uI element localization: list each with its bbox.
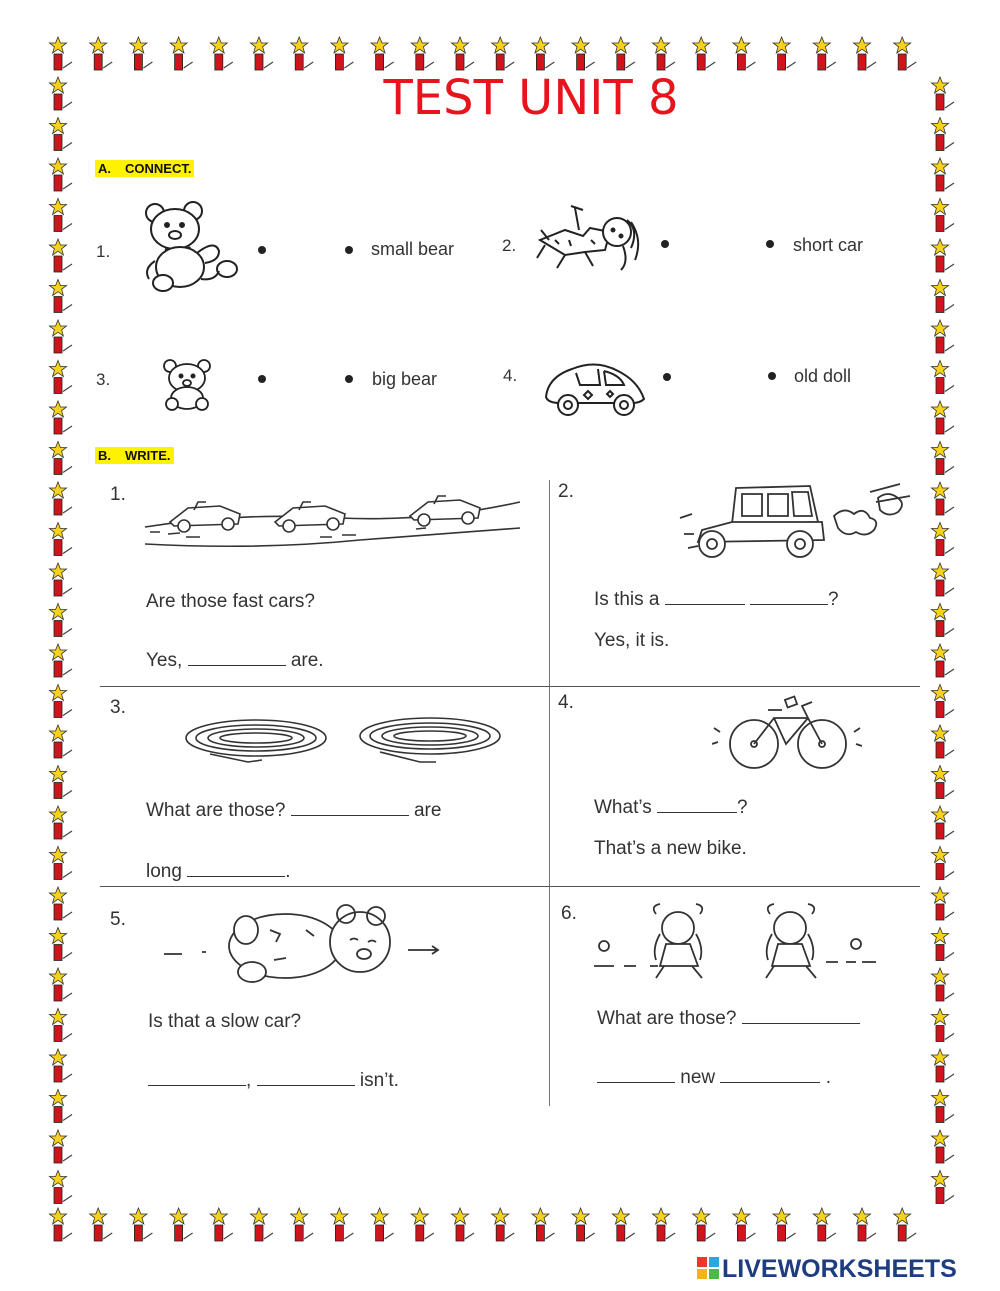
firecracker-icon bbox=[932, 239, 955, 272]
firecracker-icon bbox=[50, 158, 73, 191]
firecracker-icon bbox=[854, 37, 877, 70]
write-number-6: 6. bbox=[561, 903, 577, 924]
firecracker-icon bbox=[932, 158, 955, 191]
blank-4a[interactable] bbox=[657, 798, 737, 813]
firecracker-icon bbox=[733, 37, 756, 70]
firecracker-icon bbox=[572, 1208, 595, 1241]
firecracker-icon bbox=[50, 1090, 73, 1123]
firecracker-icon bbox=[251, 1208, 274, 1241]
firecracker-icon bbox=[932, 887, 955, 920]
firecracker-icon bbox=[932, 482, 955, 515]
blank-6c[interactable] bbox=[720, 1068, 820, 1083]
firecracker-icon bbox=[130, 37, 153, 70]
connect-dot-left-1[interactable] bbox=[258, 246, 266, 254]
firecracker-icon bbox=[50, 685, 73, 718]
firecracker-icon bbox=[932, 320, 955, 353]
bicycle-picture bbox=[712, 692, 862, 774]
firecracker-icon bbox=[50, 1208, 73, 1241]
connect-word-2: short car bbox=[793, 235, 864, 255]
blank-5a[interactable] bbox=[148, 1071, 246, 1086]
firecracker-icon bbox=[291, 37, 314, 70]
write-answer-4: That’s a new bike. bbox=[594, 838, 747, 859]
connect-number-3: 3. bbox=[96, 370, 111, 389]
firecracker-icon bbox=[932, 604, 955, 637]
firecracker-icon bbox=[932, 1171, 955, 1204]
train-tracks-picture bbox=[180, 712, 510, 772]
firecracker-icon bbox=[733, 1208, 756, 1241]
firecracker-icon bbox=[90, 1208, 113, 1241]
firecracker-icon bbox=[932, 199, 955, 232]
blank-3a[interactable] bbox=[291, 801, 409, 816]
firecracker-icon bbox=[932, 806, 955, 839]
connect-word-3: big bear bbox=[372, 369, 438, 389]
firecracker-icon bbox=[90, 37, 113, 70]
blank-2b[interactable] bbox=[750, 590, 828, 605]
firecracker-icon bbox=[932, 644, 955, 677]
firecracker-icon bbox=[50, 37, 73, 70]
page-title: TEST UNIT 8 bbox=[383, 70, 679, 126]
write-question-6: What are those? bbox=[597, 1008, 860, 1030]
firecracker-icon bbox=[693, 1208, 716, 1241]
firecracker-icon bbox=[411, 37, 434, 70]
firecracker-icon bbox=[532, 37, 555, 70]
firecracker-icon bbox=[932, 1130, 955, 1163]
firecracker-icon bbox=[894, 1208, 917, 1241]
firecracker-icon bbox=[572, 37, 595, 70]
firecracker-icon bbox=[50, 523, 73, 556]
firecracker-icon bbox=[50, 563, 73, 596]
firecracker-icon bbox=[653, 1208, 676, 1241]
firecracker-icon bbox=[50, 442, 73, 475]
firecracker-icon bbox=[50, 604, 73, 637]
connect-number-4: 4. bbox=[503, 366, 518, 385]
firecracker-icon bbox=[612, 1208, 635, 1241]
firecracker-icon bbox=[50, 644, 73, 677]
firecracker-icon bbox=[894, 37, 917, 70]
write-question-3: What are those? are bbox=[146, 800, 442, 821]
liveworksheets-logo-icon bbox=[697, 1257, 719, 1279]
blank-6b[interactable] bbox=[597, 1068, 675, 1083]
write-question-4: What’s ? bbox=[594, 797, 748, 818]
firecracker-icon bbox=[210, 1208, 233, 1241]
connect-dot-right-4[interactable] bbox=[768, 372, 776, 380]
firecracker-icon bbox=[932, 968, 955, 1001]
firecracker-icon bbox=[532, 1208, 555, 1241]
firecracker-icon bbox=[50, 482, 73, 515]
teddy-bear-large-picture bbox=[135, 195, 245, 295]
rag-doll-picture bbox=[535, 200, 645, 275]
blank-6a[interactable] bbox=[742, 1009, 860, 1024]
blank-1a[interactable] bbox=[188, 651, 286, 666]
race-cars-picture bbox=[140, 482, 525, 557]
firecracker-icon bbox=[932, 1009, 955, 1042]
firecracker-icon bbox=[932, 442, 955, 475]
firecracker-icon bbox=[291, 1208, 314, 1241]
firecracker-icon bbox=[932, 928, 955, 961]
firecracker-icon bbox=[932, 401, 955, 434]
firecracker-icon bbox=[773, 37, 796, 70]
connect-dot-left-2[interactable] bbox=[661, 240, 669, 248]
connect-word-4: old doll bbox=[794, 366, 852, 386]
old-car-picture bbox=[672, 478, 920, 568]
connect-dot-right-3[interactable] bbox=[345, 375, 353, 383]
firecracker-icon bbox=[251, 37, 274, 70]
firecracker-icon bbox=[331, 1208, 354, 1241]
firecracker-icon bbox=[612, 37, 635, 70]
firecracker-icon bbox=[50, 725, 73, 758]
connect-number-2: 2. bbox=[502, 236, 517, 255]
firecracker-icon bbox=[50, 280, 73, 313]
write-number-5: 5. bbox=[110, 909, 126, 930]
firecracker-icon bbox=[50, 199, 73, 232]
firecracker-icon bbox=[210, 37, 233, 70]
write-answer-5: , isn’t. bbox=[148, 1070, 399, 1092]
firecracker-icon bbox=[50, 320, 73, 353]
liveworksheets-logo: LIVEWORKSHEETS bbox=[697, 1255, 957, 1284]
connect-dot-left-3[interactable] bbox=[258, 375, 266, 383]
write-question-2: Is this a ? bbox=[594, 589, 839, 610]
firecracker-icon bbox=[50, 401, 73, 434]
write-number-3: 3. bbox=[110, 697, 126, 718]
firecracker-icon bbox=[932, 361, 955, 394]
firecracker-icon bbox=[371, 37, 394, 70]
firecracker-icon bbox=[50, 1130, 73, 1163]
grid-divider-row-1 bbox=[100, 686, 920, 687]
firecracker-icon bbox=[170, 1208, 193, 1241]
firecracker-icon bbox=[331, 37, 354, 70]
section-a-heading: A. CONNECT. bbox=[95, 160, 194, 177]
blank-3b[interactable] bbox=[187, 862, 285, 877]
firecracker-icon bbox=[411, 1208, 434, 1241]
write-answer-6: new . bbox=[597, 1067, 831, 1089]
firecracker-icon bbox=[170, 37, 193, 70]
firecracker-icon bbox=[693, 37, 716, 70]
write-question-5: Is that a slow car? bbox=[148, 1011, 302, 1032]
firecracker-icon bbox=[932, 766, 955, 799]
write-answer-3: long . bbox=[146, 861, 291, 882]
firecracker-icon bbox=[50, 361, 73, 394]
connect-dot-left-4[interactable] bbox=[663, 373, 671, 381]
blank-2a[interactable] bbox=[665, 590, 745, 605]
firecracker-icon bbox=[50, 928, 73, 961]
firecracker-icon bbox=[130, 1208, 153, 1241]
grid-divider-vertical bbox=[549, 480, 550, 1106]
firecracker-icon bbox=[50, 968, 73, 1001]
write-answer-2: Yes, it is. bbox=[594, 630, 670, 651]
firecracker-icon bbox=[854, 1208, 877, 1241]
write-number-1: 1. bbox=[110, 484, 126, 505]
firecracker-icon bbox=[50, 239, 73, 272]
firecracker-icon bbox=[50, 806, 73, 839]
write-answer-1: Yes, are. bbox=[146, 650, 324, 671]
write-question-1: Are those fast cars? bbox=[146, 591, 315, 612]
firecracker-icon bbox=[452, 1208, 475, 1241]
firecracker-icon bbox=[492, 37, 515, 70]
connect-dot-right-1[interactable] bbox=[345, 246, 353, 254]
firecracker-icon bbox=[932, 847, 955, 880]
connect-word-1: small bear bbox=[371, 239, 455, 259]
firecracker-icon bbox=[932, 725, 955, 758]
blank-5b[interactable] bbox=[257, 1071, 355, 1086]
firecracker-icon bbox=[50, 1171, 73, 1204]
connect-dot-right-2[interactable] bbox=[766, 240, 774, 248]
section-b-heading: B. WRITE. bbox=[95, 447, 174, 464]
dolls-picture bbox=[590, 900, 890, 985]
firecracker-icon bbox=[932, 1090, 955, 1123]
firecracker-icon bbox=[50, 847, 73, 880]
firecracker-icon bbox=[50, 1009, 73, 1042]
grid-divider-row-2 bbox=[100, 886, 920, 887]
bear-sleeping-picture bbox=[160, 900, 445, 990]
teddy-bear-small-picture bbox=[158, 356, 220, 412]
firecracker-icon bbox=[492, 1208, 515, 1241]
firecracker-icon bbox=[50, 887, 73, 920]
firecracker-icon bbox=[653, 37, 676, 70]
firecracker-icon bbox=[452, 37, 475, 70]
firecracker-icon bbox=[932, 523, 955, 556]
write-number-4: 4. bbox=[558, 692, 574, 713]
write-number-2: 2. bbox=[558, 481, 574, 502]
firecracker-icon bbox=[932, 685, 955, 718]
firecracker-icon bbox=[813, 37, 836, 70]
firecracker-icon bbox=[50, 766, 73, 799]
firecracker-icon bbox=[813, 1208, 836, 1241]
firecracker-icon bbox=[932, 280, 955, 313]
firecracker-icon bbox=[773, 1208, 796, 1241]
connect-number-1: 1. bbox=[96, 242, 111, 261]
firecracker-icon bbox=[371, 1208, 394, 1241]
firecracker-icon bbox=[932, 563, 955, 596]
firecracker-icon bbox=[932, 1049, 955, 1082]
firecracker-icon bbox=[50, 1049, 73, 1082]
beetle-car-picture bbox=[540, 355, 650, 421]
